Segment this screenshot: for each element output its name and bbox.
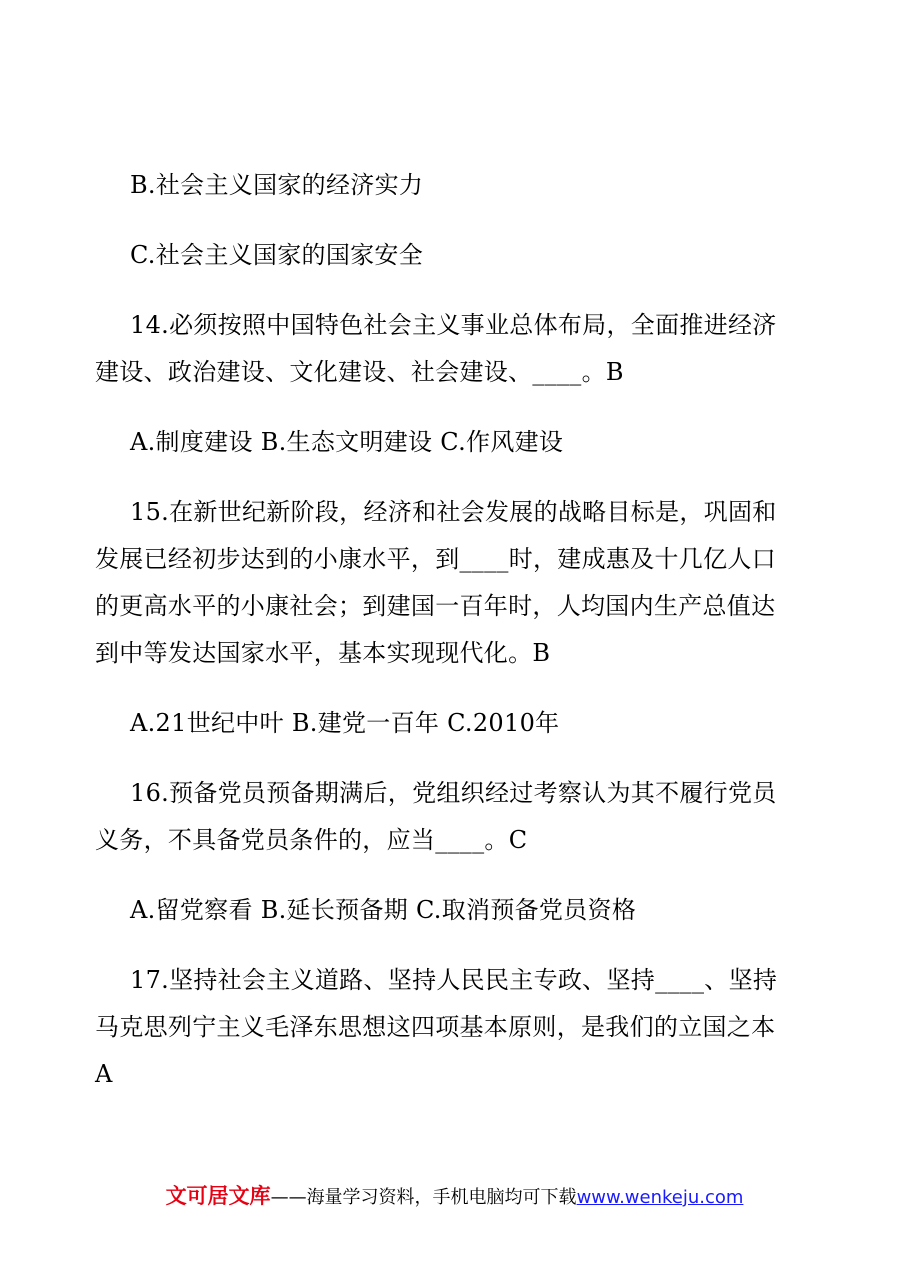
question-line: 16.预备党员预备期满后，党组织经过考察认为其不履行党员 <box>130 779 777 807</box>
footer-dash: —— <box>270 1187 307 1208</box>
option-line: A.21世纪中叶 B.建党一百年 C.2010年 <box>130 709 560 737</box>
option-line: A.制度建设 B.生态文明建设 C.作风建设 <box>130 428 564 456</box>
option-line: C.社会主义国家的国家安全 <box>130 241 424 269</box>
footer-brand: 文可居文库 <box>165 1184 271 1208</box>
question-line: 17.坚持社会主义道路、坚持人民民主专政、坚持____、坚持 <box>130 966 778 994</box>
question-line: 发展已经初步达到的小康水平，到____时，建成惠及十几亿人口 <box>95 545 776 573</box>
option-line: A.留党察看 B.延长预备期 C.取消预备党员资格 <box>130 896 637 924</box>
option-line: B.社会主义国家的经济实力 <box>130 171 424 199</box>
question-line: 建设、政治建设、文化建设、社会建设、____。B <box>95 358 624 386</box>
question-line: 马克思列宁主义毛泽东思想这四项基本原则，是我们的立国之本 <box>95 1013 776 1041</box>
question-line: 义务，不具备党员条件的，应当____。C <box>95 826 528 854</box>
answer-line: A <box>95 1060 113 1088</box>
question-line: 的更高水平的小康社会；到建国一百年时，人均国内生产总值达 <box>95 592 776 620</box>
footer-slogan: 海量学习资料，手机电脑均可下载 <box>306 1187 577 1208</box>
question-line: 到中等发达国家水平，基本实现现代化。B <box>95 639 551 667</box>
question-line: 14.必须按照中国特色社会主义事业总体布局，全面推进经济 <box>130 311 777 339</box>
footer-site-link[interactable]: www.wenkeju.com <box>576 1187 744 1208</box>
footer-banner <box>0 1182 909 1212</box>
question-line: 15.在新世纪新阶段，经济和社会发展的战略目标是，巩固和 <box>130 498 777 526</box>
